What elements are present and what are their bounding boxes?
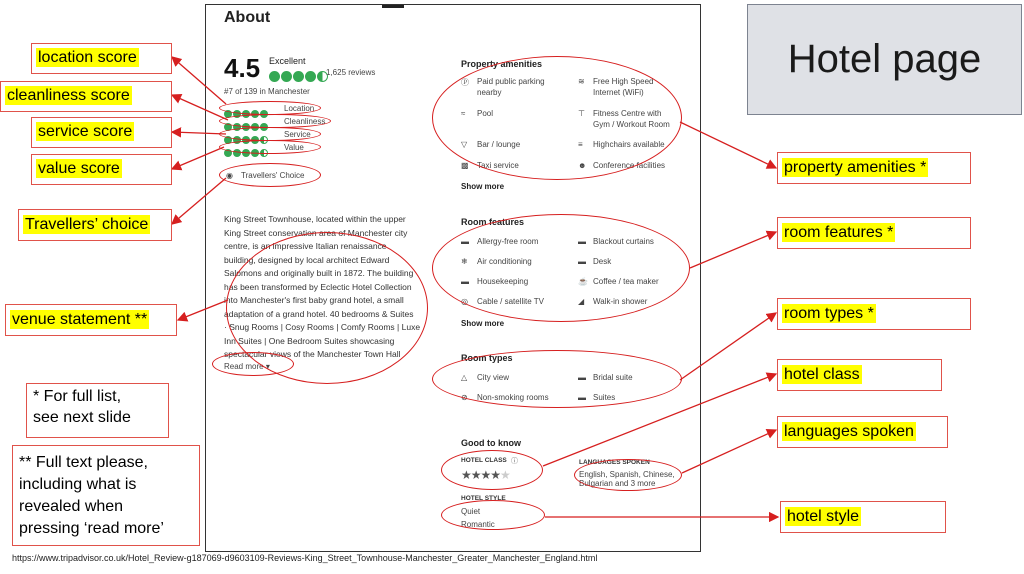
read-more-link[interactable]: Read more ▾ — [224, 362, 270, 371]
room-type-item: Suites — [593, 393, 616, 402]
travellers-choice-badge: Travellers' Choice — [241, 171, 305, 180]
note-full-text: ** Full text please, including what is revealed when pressing ‘read more’ — [12, 445, 200, 546]
room-features-show-more[interactable]: Show more — [461, 319, 505, 328]
desk-icon: ▬ — [578, 257, 586, 266]
slide-title: Hotel page — [747, 4, 1022, 115]
amenity-item: Conference facilities — [593, 161, 666, 170]
languages-label: LANGUAGES SPOKEN — [579, 459, 650, 466]
bed-icon: ▬ — [461, 237, 469, 246]
amenity-item: Free High Speed — [593, 77, 654, 86]
bar-icon: ▽ — [461, 140, 468, 149]
curtain-icon: ▬ — [578, 237, 586, 246]
feature-item: Allergy-free room — [477, 237, 539, 246]
amenity-item: Bar / lounge — [477, 140, 521, 149]
amenity-item: Taxi service — [477, 161, 519, 170]
tv-icon: ◎ — [461, 297, 468, 306]
room-features-heading: Room features — [461, 217, 525, 227]
wifi-icon: ≋ — [578, 77, 585, 86]
source-url[interactable]: https://www.tripadvisor.co.uk/Hotel_Review-g187069-d9603109-Reviews-King_Street_Townhouse-Manchester_Greater_Manchester_England.html — [12, 553, 598, 563]
coffee-icon: ☕ — [578, 277, 588, 286]
languages-line[interactable]: Bulgarian and 3 more — [579, 479, 656, 488]
fitness-icon: ⊤ — [578, 109, 585, 118]
shower-icon: ◢ — [578, 297, 585, 306]
snowflake-icon: ❄ — [461, 257, 468, 266]
chevron-down-icon: ▾ — [265, 362, 270, 371]
amenity-item: Paid public parking — [477, 77, 545, 86]
rank-text[interactable]: #7 of 139 in Manchester — [224, 87, 310, 96]
label-room-features: room features * — [777, 217, 971, 249]
venue-description: King Street Townhouse, located within the upper King Street conservation area of Manchester city centre, is an impressive Italian renaissance building, designed by local architect Edward Salomons and originally built in 1872. The building has been transformed by Eclectic Hotel Collection into Manchester's first baby grand hotel, a small adaptation of a grand hotel. 40 bedrooms & Suites · Snug Rooms | Cosy Rooms | Comfy Rooms | Luxe Inn Suites | One Bedroom Suites showcasing spectacular views of the Manchester Town Hall — [224, 214, 421, 359]
hotel-style-item: Quiet — [461, 507, 481, 516]
label-room-types: room types * — [777, 298, 971, 330]
hotel-class-label: HOTEL CLASS — [461, 457, 507, 464]
good-to-know-heading: Good to know — [461, 438, 521, 448]
rating-word: Excellent — [269, 56, 306, 66]
room-type-item: Non-smoking rooms — [477, 393, 549, 402]
feature-item: Coffee / tea maker — [593, 277, 659, 286]
amenity-item: Highchairs available — [593, 140, 665, 149]
languages-line: English, Spanish, Chinese, — [579, 470, 675, 479]
note-full-list: * For full list, see next slide — [26, 383, 169, 438]
travellers-choice-icon: ◉ — [226, 171, 233, 180]
label-hotel-class: hotel class — [777, 359, 942, 391]
label-location-score: location score — [31, 43, 172, 74]
info-icon[interactable]: ⓘ — [511, 458, 518, 465]
amenities-heading: Property amenities — [461, 59, 543, 69]
suite-icon: ▬ — [578, 393, 586, 402]
room-types-heading: Room types — [461, 353, 513, 363]
parking-icon: Ⓟ — [461, 78, 469, 87]
hotel-class-stars: ★★★★★ — [461, 468, 510, 482]
subrating-label: Service — [284, 130, 311, 139]
city-view-icon: △ — [461, 373, 468, 382]
label-venue-statement: venue statement ** — [5, 304, 177, 336]
housekeeping-icon: ▬ — [461, 277, 469, 286]
conference-icon: ☻ — [578, 161, 587, 170]
label-travellers-choice: Travellers’ choice — [18, 209, 172, 241]
feature-item: Housekeeping — [477, 277, 529, 286]
room-type-item: Bridal suite — [593, 373, 633, 382]
feature-item: Cable / satellite TV — [477, 297, 544, 306]
no-smoking-icon: ⊘ — [461, 393, 468, 402]
label-property-amenities: property amenities * — [777, 152, 971, 184]
amenity-item: nearby — [477, 88, 502, 97]
pool-icon: ≈ — [461, 109, 466, 118]
hotel-style-label: HOTEL STYLE — [461, 495, 506, 502]
room-type-item: City view — [477, 373, 510, 382]
amenity-item: Gym / Workout Room — [593, 120, 670, 129]
amenities-show-more[interactable]: Show more — [461, 182, 505, 191]
hotel-style-item: Romantic — [461, 520, 495, 529]
subrating-label: Value — [284, 143, 304, 152]
feature-item: Blackout curtains — [593, 237, 654, 246]
highchair-icon: ≡ — [578, 140, 583, 149]
taxi-icon: ▩ — [461, 161, 469, 170]
about-heading: About — [224, 9, 271, 26]
feature-item: Air conditioning — [477, 257, 532, 266]
suite-icon: ▬ — [578, 373, 586, 382]
subrating-label: Cleanliness — [284, 117, 326, 126]
label-cleanliness-score: cleanliness score — [0, 81, 172, 112]
label-service-score: service score — [31, 117, 172, 148]
feature-item: Walk-in shower — [593, 297, 648, 306]
label-value-score: value score — [31, 154, 172, 185]
amenity-item: Fitness Centre with — [593, 109, 662, 118]
amenity-item: Pool — [477, 109, 494, 118]
label-languages-spoken: languages spoken — [777, 416, 948, 448]
feature-item: Desk — [593, 257, 612, 266]
review-count[interactable]: 1,625 reviews — [326, 68, 376, 77]
subrating-label: Location — [284, 104, 315, 113]
rating-value: 4.5 — [224, 53, 261, 83]
label-hotel-style: hotel style — [780, 501, 946, 533]
amenity-item: Internet (WiFi) — [593, 88, 644, 97]
